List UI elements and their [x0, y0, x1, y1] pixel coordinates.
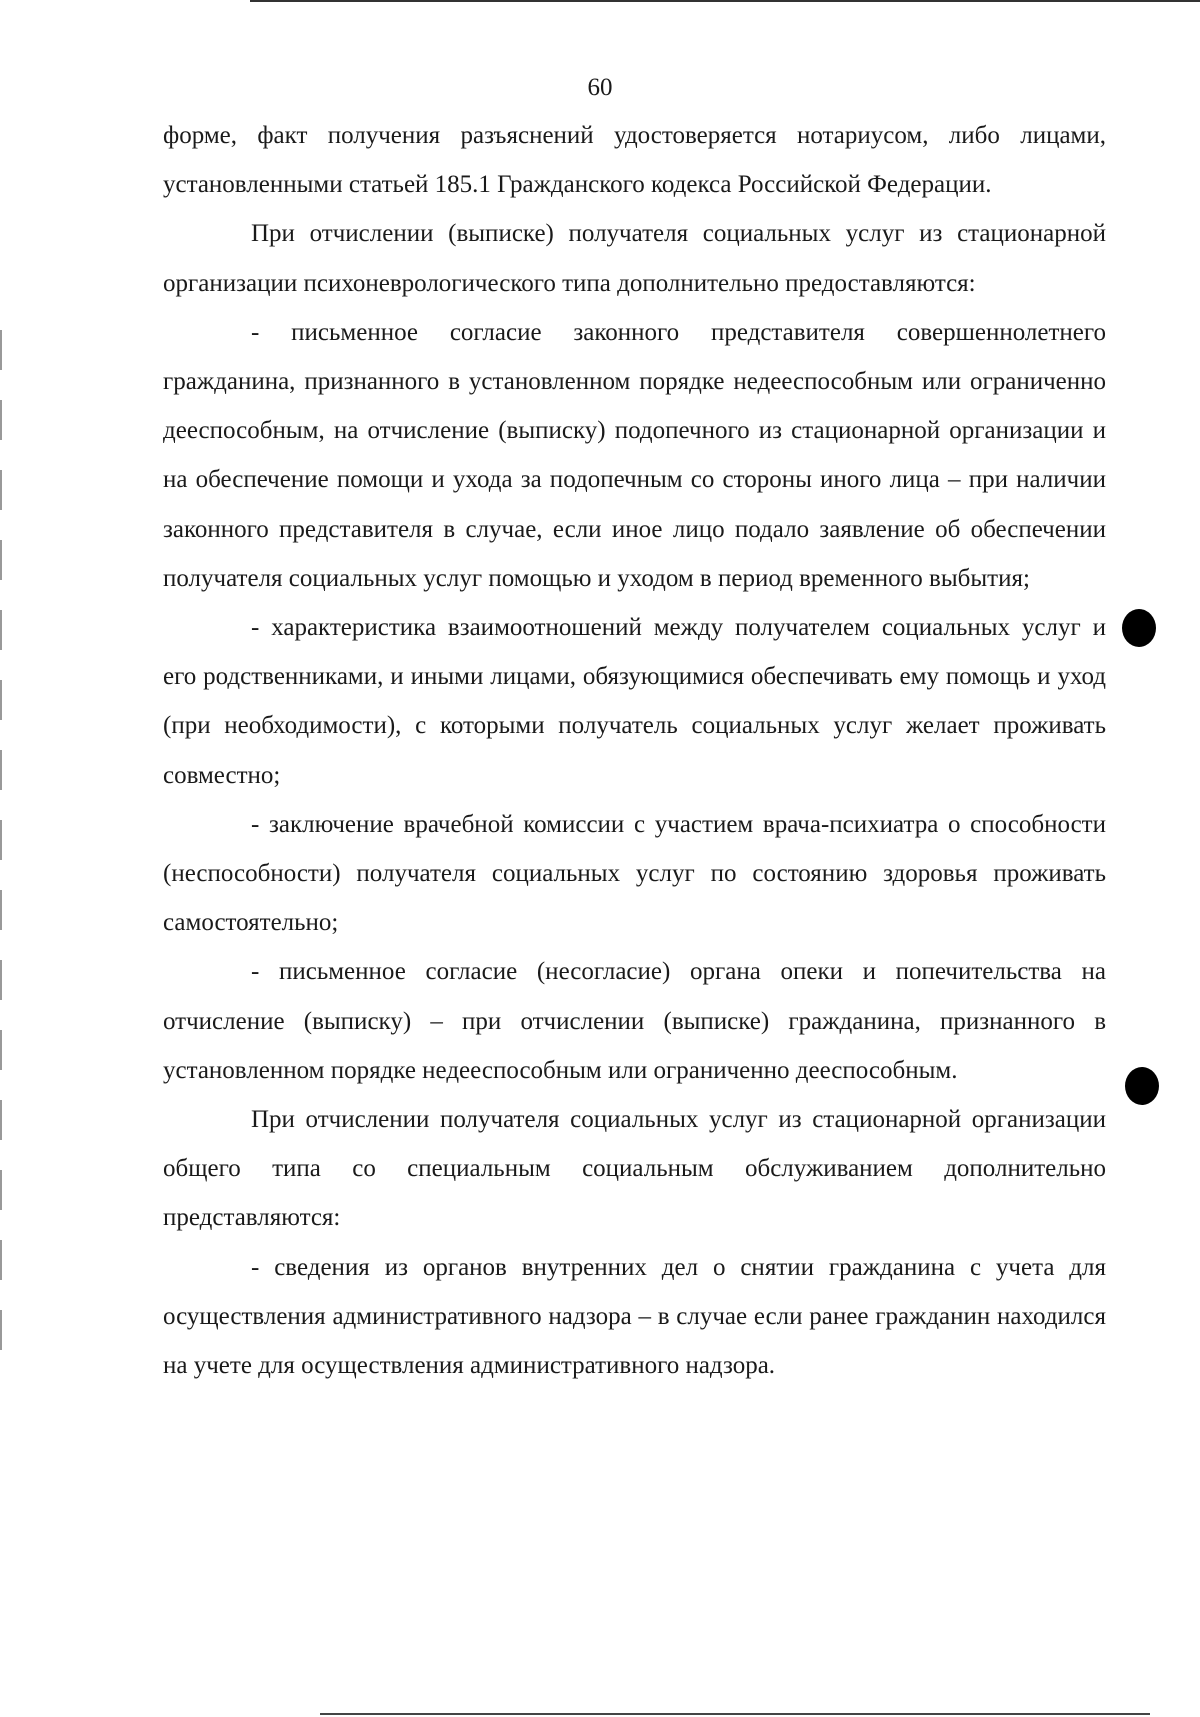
paragraph-psychoneurological-intro: При отчислении (выписке) получателя социальных услуг из стационарной организации психоневрологического типа дополнительно предоставляются:: [163, 220, 1106, 297]
paragraph-continuation: форме, факт получения разъяснений удостоверяется нотариусом, либо лицами, установленными статьей 185.1 Гражданского кодекса Российской Федерации.: [163, 122, 1106, 199]
paragraph-general-type-intro: При отчислении получателя социальных услуг из стационарной организации общего типа со специальным социальным обслуживанием дополнительно представляются:: [163, 1106, 1106, 1232]
document-body: [163, 111, 1106, 1390]
list-item-guardianship-consent: - письменное согласие (несогласие) органа опеки и попечительства на отчисление (выписку) – при отчислении (выписке) гражданина, признанного в установленном порядке недееспособным или ограниченно дееспособным.: [163, 958, 1106, 1084]
list-item-police-record: - сведения из органов внутренних дел о снятии гражданина с учета для осуществления административного надзора – в случае если ранее гражданин находился на учете для осуществления административного надзора.: [163, 1253, 1106, 1380]
page-number: 60: [587, 74, 613, 101]
punch-hole-mark: [1125, 1067, 1159, 1105]
scan-left-edge: [0, 330, 2, 1380]
bottom-border-line: [320, 1713, 1150, 1715]
top-border-line: [250, 0, 1200, 2]
list-item-consent-representative: - письменное согласие законного представителя совершеннолетнего гражданина, признанного в установленном порядке недееспособным или ограниченно дееспособным, на отчисление (выписку) подопечного из стационарной организации и на обеспечение помощи и ухода за подопечным со стороны иного лица – при наличии законного представителя в случае, если иное лицо подало заявление об обеспечении получателя социальных услуг помощью и уходом в период временного выбытия;: [163, 318, 1106, 592]
list-item-medical-commission: - заключение врачебной комиссии с участием врача-психиатра о способности (неспособности) получателя социальных услуг по состоянию здоровья проживать самостоятельно;: [163, 810, 1106, 937]
punch-hole-mark: [1122, 609, 1156, 647]
list-item-relationship-characteristic: - характеристика взаимоотношений между получателем социальных услуг и его родственниками, и иными лицами, обязующимися обеспечивать ему помощь и уход (при необходимости), с которыми получатель социальных услуг желает проживать совместно;: [163, 614, 1106, 789]
